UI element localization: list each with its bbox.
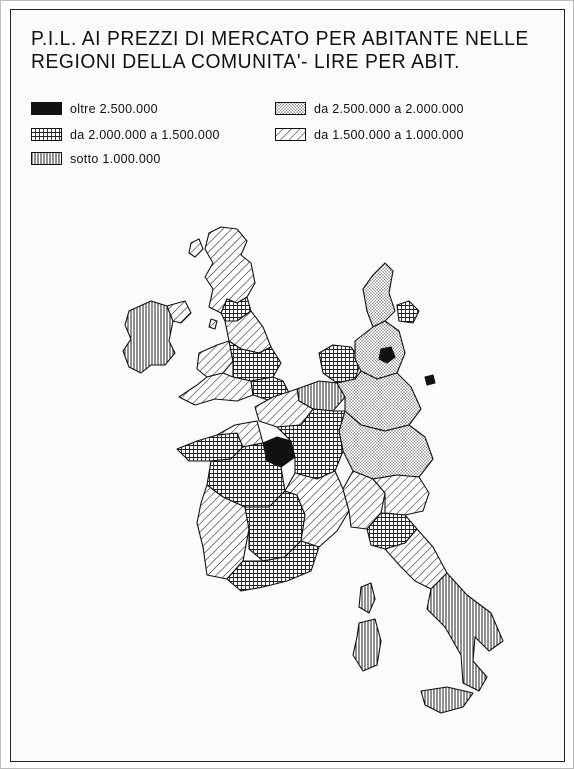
legend-label: da 2.500.000 a 2.000.000 [314, 102, 464, 116]
map-region-denmark-islands [397, 301, 419, 323]
legend-label: sotto 1.000.000 [70, 152, 161, 166]
legend-label: oltre 2.500.000 [70, 102, 158, 116]
europe-regions-map [1, 1, 574, 770]
map-title-line-1: P.I.L. AI PREZZI DI MERCATO PER ABITANTE NELLE [31, 27, 529, 50]
map-region-denmark-jutland [363, 263, 395, 327]
map-region-bremen [425, 375, 435, 385]
map-region-italy-south [427, 573, 503, 691]
map-title-line-2: REGIONI DELLA COMUNITA'- LIRE PER ABIT. [31, 50, 461, 73]
map-region-sicily [421, 687, 473, 713]
map-region-sardinia [353, 619, 381, 671]
map-region-corsica [359, 583, 375, 613]
legend-label: da 1.500.000 a 1.000.000 [314, 128, 464, 142]
map-region-ireland [123, 301, 175, 373]
map-region-wales [197, 341, 233, 377]
map-region-germany-north [355, 321, 405, 379]
legend-label: da 2.000.000 a 1.500.000 [70, 128, 220, 142]
